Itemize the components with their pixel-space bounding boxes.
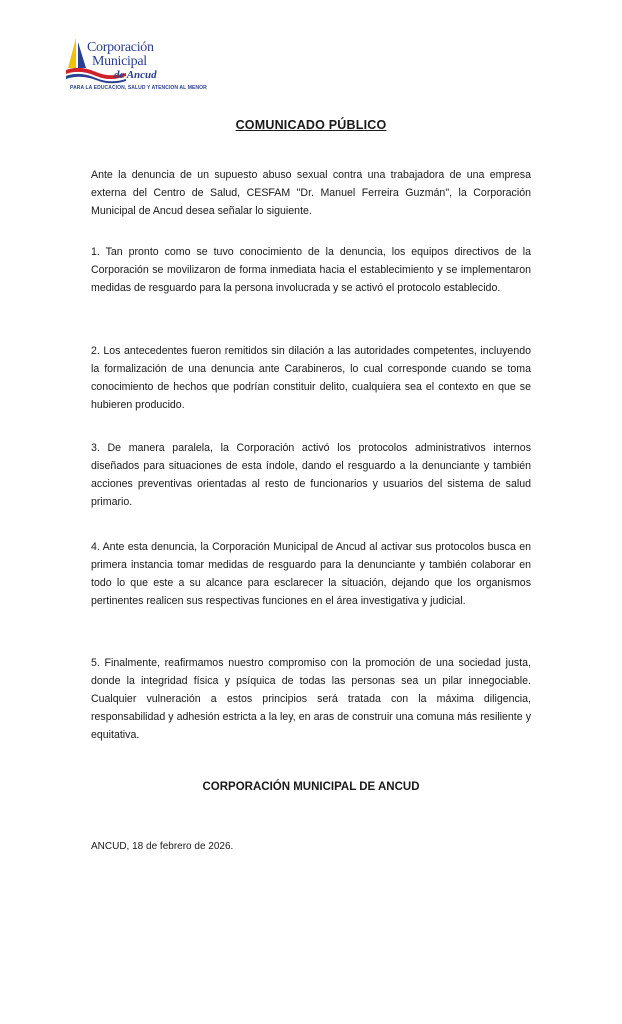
logo-text-municipal: Municipal	[92, 54, 147, 69]
logo-text-corporacion: Corporación	[87, 40, 154, 55]
signature-block: CORPORACIÓN MUNICIPAL DE ANCUD	[202, 781, 420, 793]
organization-logo	[66, 34, 207, 96]
document-title: COMUNICADO PÚBLICO	[235, 118, 387, 132]
paragraph-3: 3. De manera paralela, la Corporación activó los protocolos administrativos internos diseñados para situaciones de esta índole, dando el resguardo a la denunciante y también acciones preventivas orientadas al resto de funcionarios y usuarios del sistema de salud primario.	[91, 442, 531, 508]
paragraph-1: 1. Tan pronto como se tuvo conocimiento de la denuncia, los equipos directivos de la Corporación se movilizaron de forma inmediata hacia el establecimiento y se implementaron medidas de resguardo para la persona involucrada y se activó el protocolo establecido.	[91, 246, 531, 294]
paragraph-intro: Ante la denuncia de un supuesto abuso sexual contra una trabajadora de una empresa externa del Centro de Salud, CESFAM "Dr. Manuel Ferreira Guzmán", la Corporación Municipal de Ancud desea señalar lo siguiente.	[91, 169, 531, 217]
logo-tagline: PARA LA EDUCACION, SALUD Y ATENCION AL MENOR	[70, 85, 207, 91]
document-date: ANCUD, 18 de febrero de 2026.	[91, 841, 234, 852]
logo-text-ancud: de Ancud	[114, 69, 157, 81]
paragraph-4: 4. Ante esta denuncia, la Corporación Municipal de Ancud al activar sus protocolos busca en primera instancia tomar medidas de resguardo para la denunciante y también colaborar en todo lo que este a su alcance para esclarecer la situación, dejando que los organismos pertinentes realicen sus respectivas funciones en el área investigativa y judicial.	[91, 541, 531, 607]
paragraph-2: 2. Los antecedentes fueron remitidos sin dilación a las autoridades competentes, incluyendo la formalización de una denuncia ante Carabineros, lo cual corresponde cuando se toma conocimiento de hechos que podrían constituir delito, cualquiera sea el contexto en que se hubieren producido.	[91, 345, 531, 411]
paragraph-5: 5. Finalmente, reafirmamos nuestro compromiso con la promoción de una sociedad justa, donde la integridad física y psíquica de todas las personas sea un pilar innegociable. Cualquier vulneración a estos principios será tratada con la máxima diligencia, responsabilidad y adhesión estricta a la ley, en aras de construir una comuna más resiliente y equitativa.	[91, 657, 531, 741]
